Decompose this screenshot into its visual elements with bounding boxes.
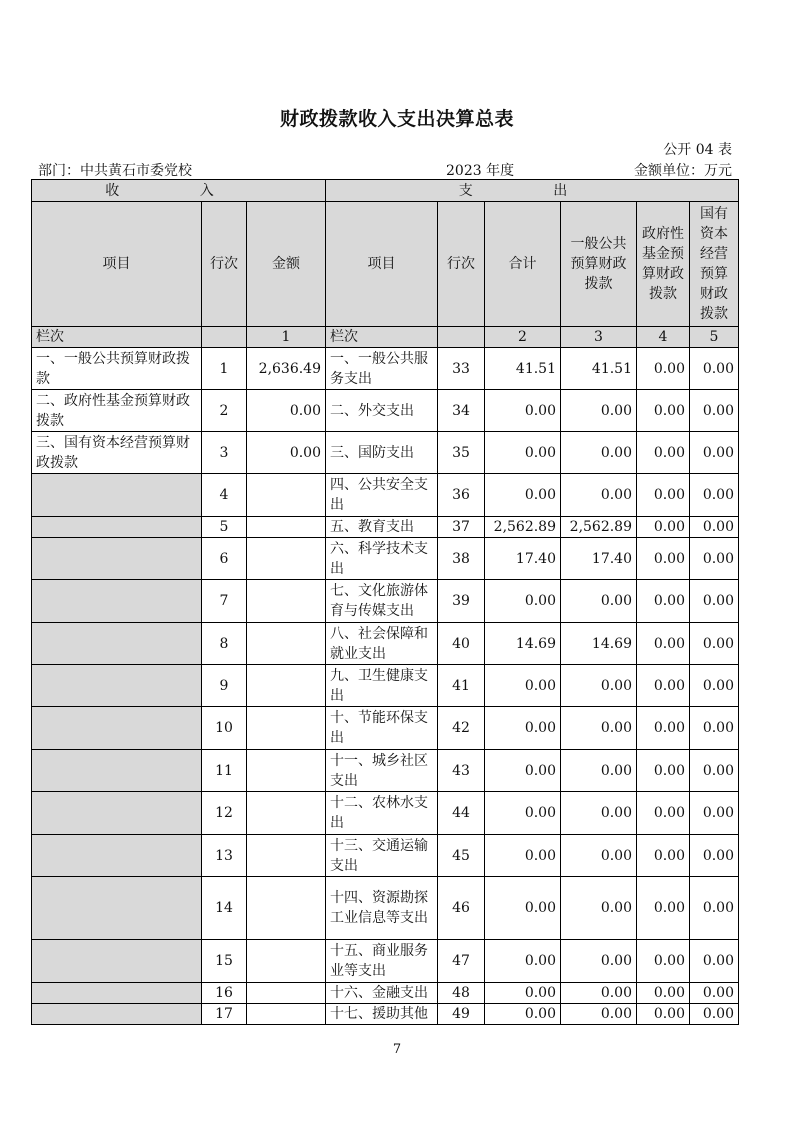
state-capital-cell: 0.00 — [690, 623, 739, 665]
income-amount-cell — [247, 750, 326, 792]
fund-budget-cell: 0.00 — [637, 623, 690, 665]
expense-line-cell: 43 — [438, 750, 485, 792]
income-item-cell: 二、政府性基金预算财政拨款 — [32, 390, 202, 432]
total-cell: 0.00 — [485, 877, 561, 940]
income-line-cell: 14 — [202, 877, 247, 940]
expense-item-cell: 十四、资源勘探工业信息等支出 — [326, 877, 438, 940]
expense-line-cell: 49 — [438, 1004, 485, 1025]
expense-line-cell: 35 — [438, 432, 485, 474]
income-amount-cell: 0.00 — [247, 432, 326, 474]
table-row — [32, 983, 739, 1004]
table-row — [32, 1004, 739, 1025]
income-line-cell: 15 — [202, 940, 247, 983]
column-header-row — [32, 202, 739, 327]
expense-section-header — [326, 180, 739, 202]
amount-unit: 金额单位：万元 — [634, 163, 732, 179]
income-section-label: 收 入 — [105, 182, 252, 199]
header-general-budget: 一般公共预算财政拨款 — [561, 202, 637, 327]
header-income-line: 行次 — [202, 202, 247, 327]
expense-line-cell: 39 — [438, 580, 485, 623]
expense-item-cell: 二、外交支出 — [326, 390, 438, 432]
expense-line-cell: 34 — [438, 390, 485, 432]
income-amount-cell — [247, 538, 326, 580]
income-line-cell: 3 — [202, 432, 247, 474]
state-capital-cell: 0.00 — [690, 750, 739, 792]
state-capital-cell: 0.00 — [690, 390, 739, 432]
col-number-2: 2 — [485, 327, 561, 348]
expense-line-cell: 36 — [438, 474, 485, 517]
total-cell: 0.00 — [485, 580, 561, 623]
income-item-cell — [32, 623, 202, 665]
income-line-cell: 12 — [202, 792, 247, 835]
table-row — [32, 940, 739, 983]
header-expense-item: 项目 — [326, 202, 438, 327]
table-row — [32, 623, 739, 665]
expense-item-cell: 八、社会保障和就业支出 — [326, 623, 438, 665]
state-capital-cell: 0.00 — [690, 665, 739, 707]
income-amount-cell — [247, 665, 326, 707]
header-total: 合计 — [485, 202, 561, 327]
general-budget-cell: 0.00 — [561, 750, 637, 792]
budget-summary-table — [31, 179, 739, 1025]
income-amount-cell — [247, 517, 326, 538]
expense-line-cell: 37 — [438, 517, 485, 538]
expense-item-cell: 四、公共安全支出 — [326, 474, 438, 517]
income-item-cell — [32, 580, 202, 623]
fund-budget-cell: 0.00 — [637, 432, 690, 474]
fund-budget-cell: 0.00 — [637, 983, 690, 1004]
fund-budget-cell: 0.00 — [637, 390, 690, 432]
table-row — [32, 750, 739, 792]
income-item-cell — [32, 792, 202, 835]
col-number-5: 5 — [690, 327, 739, 348]
total-cell: 14.69 — [485, 623, 561, 665]
income-amount-cell — [247, 474, 326, 517]
table-row — [32, 538, 739, 580]
table-row — [32, 877, 739, 940]
income-line-cell: 9 — [202, 665, 247, 707]
col-blank — [438, 327, 485, 348]
expense-item-cell: 一、一般公共服务支出 — [326, 348, 438, 390]
total-cell: 0.00 — [485, 983, 561, 1004]
expense-line-cell: 46 — [438, 877, 485, 940]
income-amount-cell — [247, 1004, 326, 1025]
state-capital-cell: 0.00 — [690, 432, 739, 474]
income-item-cell — [32, 877, 202, 940]
income-amount-cell — [247, 983, 326, 1004]
income-amount-cell — [247, 940, 326, 983]
state-capital-cell: 0.00 — [690, 1004, 739, 1025]
header-state-capital: 国有资本经营预算财政拨款 — [690, 202, 739, 327]
total-cell: 2,562.89 — [485, 517, 561, 538]
general-budget-cell: 0.00 — [561, 432, 637, 474]
fund-budget-cell: 0.00 — [637, 750, 690, 792]
fund-budget-cell: 0.00 — [637, 474, 690, 517]
total-cell: 0.00 — [485, 750, 561, 792]
fund-budget-cell: 0.00 — [637, 835, 690, 877]
state-capital-cell: 0.00 — [690, 835, 739, 877]
expense-item-cell: 十七、援助其他 — [326, 1004, 438, 1025]
form-number: 公开 04 表 — [663, 142, 732, 158]
table-row — [32, 474, 739, 517]
header-expense-line: 行次 — [438, 202, 485, 327]
state-capital-cell: 0.00 — [690, 940, 739, 983]
fund-budget-cell: 0.00 — [637, 538, 690, 580]
income-item-cell — [32, 538, 202, 580]
income-item-cell — [32, 1004, 202, 1025]
header-income-item: 项目 — [32, 202, 202, 327]
expense-line-cell: 41 — [438, 665, 485, 707]
income-item-cell — [32, 474, 202, 517]
state-capital-cell: 0.00 — [690, 707, 739, 750]
general-budget-cell: 0.00 — [561, 877, 637, 940]
income-item-cell — [32, 940, 202, 983]
fund-budget-cell: 0.00 — [637, 580, 690, 623]
fund-budget-cell: 0.00 — [637, 1004, 690, 1025]
general-budget-cell: 0.00 — [561, 580, 637, 623]
general-budget-cell: 14.69 — [561, 623, 637, 665]
table-row — [32, 580, 739, 623]
fund-budget-cell: 0.00 — [637, 792, 690, 835]
table-row — [32, 835, 739, 877]
total-cell: 0.00 — [485, 432, 561, 474]
expense-item-cell: 十五、商业服务业等支出 — [326, 940, 438, 983]
header-fund-budget: 政府性基金预算财政拨款 — [637, 202, 690, 327]
column-number-row — [32, 327, 739, 348]
general-budget-cell: 0.00 — [561, 983, 637, 1004]
total-cell: 0.00 — [485, 707, 561, 750]
state-capital-cell: 0.00 — [690, 517, 739, 538]
income-item-cell — [32, 517, 202, 538]
general-budget-cell: 2,562.89 — [561, 517, 637, 538]
income-line-cell: 1 — [202, 348, 247, 390]
header-income-amount: 金额 — [247, 202, 326, 327]
income-line-cell: 7 — [202, 580, 247, 623]
general-budget-cell: 0.00 — [561, 474, 637, 517]
col-blank — [202, 327, 247, 348]
expense-item-cell: 十、节能环保支出 — [326, 707, 438, 750]
income-line-cell: 11 — [202, 750, 247, 792]
expense-item-cell: 六、科学技术支出 — [326, 538, 438, 580]
expense-line-cell: 45 — [438, 835, 485, 877]
income-amount-cell — [247, 580, 326, 623]
expense-line-cell: 47 — [438, 940, 485, 983]
report-meta — [38, 160, 738, 178]
income-amount-cell — [247, 707, 326, 750]
general-budget-cell: 0.00 — [561, 940, 637, 983]
section-header-row — [32, 180, 739, 202]
income-line-cell: 17 — [202, 1004, 247, 1025]
income-line-cell: 10 — [202, 707, 247, 750]
fund-budget-cell: 0.00 — [637, 877, 690, 940]
col-number-1: 1 — [247, 327, 326, 348]
total-cell: 0.00 — [485, 474, 561, 517]
income-item-cell — [32, 707, 202, 750]
expense-line-cell: 38 — [438, 538, 485, 580]
state-capital-cell: 0.00 — [690, 538, 739, 580]
state-capital-cell: 0.00 — [690, 580, 739, 623]
state-capital-cell: 0.00 — [690, 877, 739, 940]
expense-item-cell: 十二、农林水支出 — [326, 792, 438, 835]
fund-budget-cell: 0.00 — [637, 665, 690, 707]
state-capital-cell: 0.00 — [690, 348, 739, 390]
total-cell: 0.00 — [485, 835, 561, 877]
income-line-cell: 16 — [202, 983, 247, 1004]
expense-item-cell: 十六、金融支出 — [326, 983, 438, 1004]
income-amount-cell: 0.00 — [247, 390, 326, 432]
income-amount-cell: 2,636.49 — [247, 348, 326, 390]
department-label: 部门：中共黄石市委党校 — [38, 163, 192, 179]
income-item-cell — [32, 835, 202, 877]
fiscal-year: 2023 年度 — [446, 163, 515, 179]
expense-line-cell: 33 — [438, 348, 485, 390]
general-budget-cell: 0.00 — [561, 665, 637, 707]
fund-budget-cell: 0.00 — [637, 707, 690, 750]
table-row — [32, 792, 739, 835]
income-item-cell: 三、国有资本经营预算财政拨款 — [32, 432, 202, 474]
total-cell: 0.00 — [485, 940, 561, 983]
general-budget-cell: 0.00 — [561, 792, 637, 835]
expense-line-cell: 48 — [438, 983, 485, 1004]
total-cell: 0.00 — [485, 390, 561, 432]
expense-item-cell: 七、文化旅游体育与传媒支出 — [326, 580, 438, 623]
table-row — [32, 432, 739, 474]
total-cell: 0.00 — [485, 1004, 561, 1025]
total-cell: 17.40 — [485, 538, 561, 580]
income-line-cell: 8 — [202, 623, 247, 665]
general-budget-cell: 0.00 — [561, 390, 637, 432]
general-budget-cell: 41.51 — [561, 348, 637, 390]
income-line-cell: 4 — [202, 474, 247, 517]
expense-section-label: 支 出 — [458, 182, 606, 199]
income-line-cell: 6 — [202, 538, 247, 580]
income-amount-cell — [247, 877, 326, 940]
total-cell: 0.00 — [485, 665, 561, 707]
total-cell: 0.00 — [485, 792, 561, 835]
table-row — [32, 348, 739, 390]
fund-budget-cell: 0.00 — [637, 940, 690, 983]
table-row — [32, 390, 739, 432]
income-line-cell: 2 — [202, 390, 247, 432]
income-item-cell: 一、一般公共预算财政拨款 — [32, 348, 202, 390]
expense-line-cell: 44 — [438, 792, 485, 835]
col-number-3: 3 — [561, 327, 637, 348]
general-budget-cell: 17.40 — [561, 538, 637, 580]
general-budget-cell: 0.00 — [561, 1004, 637, 1025]
income-item-cell — [32, 665, 202, 707]
col-label-expense: 栏次 — [326, 327, 438, 348]
col-label-income: 栏次 — [32, 327, 202, 348]
table-row — [32, 707, 739, 750]
col-number-4: 4 — [637, 327, 690, 348]
state-capital-cell: 0.00 — [690, 792, 739, 835]
page-number: 7 — [392, 1042, 402, 1057]
income-amount-cell — [247, 623, 326, 665]
table-row — [32, 517, 739, 538]
fund-budget-cell: 0.00 — [637, 348, 690, 390]
general-budget-cell: 0.00 — [561, 707, 637, 750]
income-amount-cell — [247, 792, 326, 835]
expense-item-cell: 三、国防支出 — [326, 432, 438, 474]
income-item-cell — [32, 750, 202, 792]
expense-line-cell: 42 — [438, 707, 485, 750]
income-amount-cell — [247, 835, 326, 877]
income-line-cell: 5 — [202, 517, 247, 538]
report-title: 财政拨款收入支出决算总表 — [279, 108, 514, 130]
expense-item-cell: 十一、城乡社区支出 — [326, 750, 438, 792]
income-line-cell: 13 — [202, 835, 247, 877]
expense-line-cell: 40 — [438, 623, 485, 665]
fund-budget-cell: 0.00 — [637, 517, 690, 538]
income-section-header — [32, 180, 326, 202]
state-capital-cell: 0.00 — [690, 983, 739, 1004]
expense-item-cell: 十三、交通运输支出 — [326, 835, 438, 877]
income-item-cell — [32, 983, 202, 1004]
expense-item-cell: 九、卫生健康支出 — [326, 665, 438, 707]
general-budget-cell: 0.00 — [561, 835, 637, 877]
expense-item-cell: 五、教育支出 — [326, 517, 438, 538]
state-capital-cell: 0.00 — [690, 474, 739, 517]
table-row — [32, 665, 739, 707]
total-cell: 41.51 — [485, 348, 561, 390]
